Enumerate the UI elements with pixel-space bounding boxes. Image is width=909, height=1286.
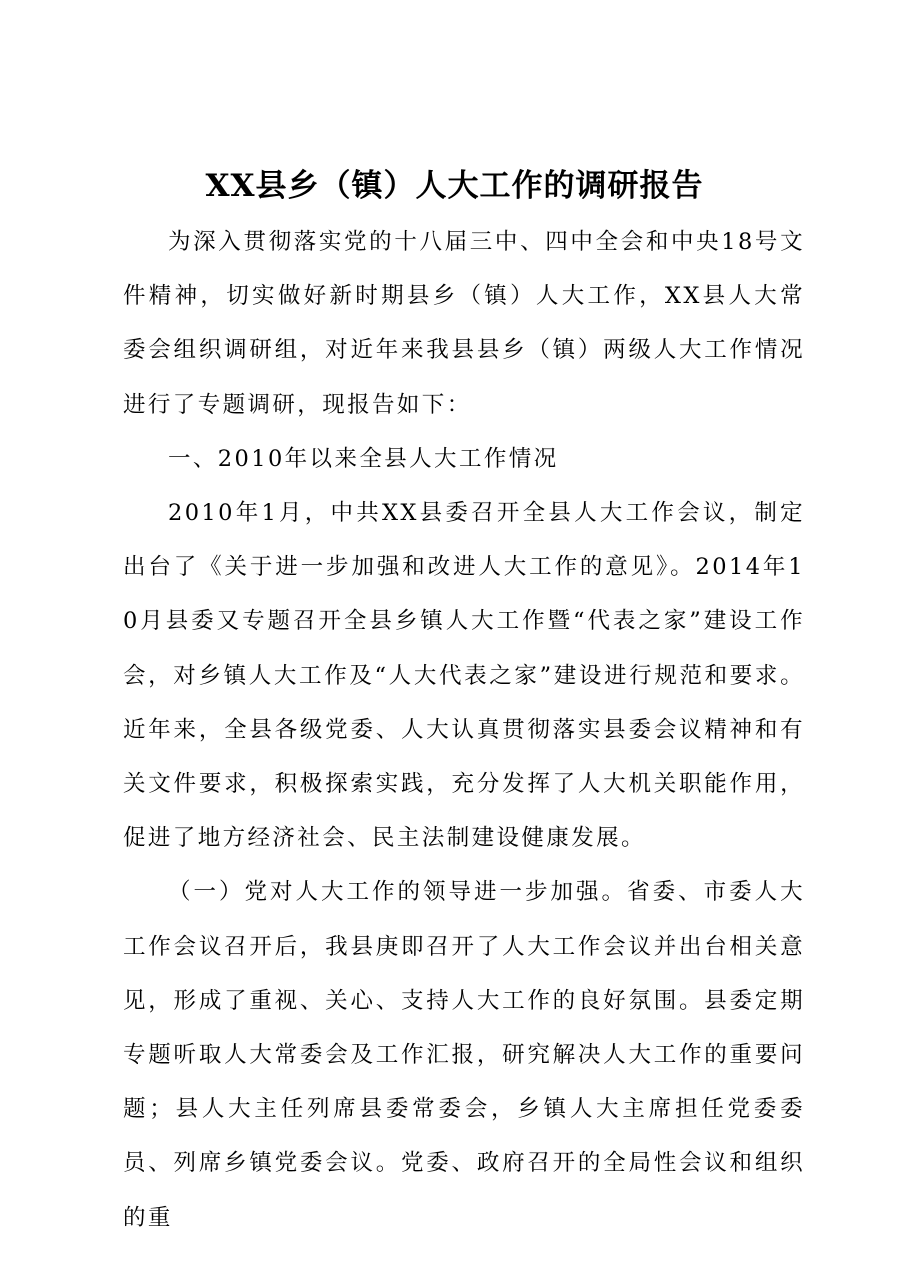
section-heading-1: 一、2010年以来全县人大工作情况 (168, 445, 559, 472)
paragraph-party-leadership: （一）党对人大工作的领导进一步加强。省委、市委人大工作会议召开后，我县庚即召开了人大工作会议并出台相关意见，形成了重视、关心、支持人大工作的良好氛围。县委定期专题听取人大常委会及工作汇报，研究解决人大工作的重要问题；县人大主任列席县委常委会，乡镇人大主席担任党委委员、列席乡镇党委会议。党委、政府召开的全局性会议和组织的重 (123, 879, 805, 1231)
document-body (123, 215, 805, 1245)
paragraph-overview: 2010年1月，中共XX县委召开全县人大工作会议，制定出台了《关于进一步加强和改进人大工作的意见》。2014年10月县委又专题召开全县乡镇人大工作暨“代表之家”建设工作会，对乡镇人大工作及“人大代表之家”建设进行规范和要求。近年来，全县各级党委、人大认真贯彻落实县委会议精神和有关文件要求，积极探索实践，充分发挥了人大机关职能作用，促进了地方经济社会、民主法制建设健康发展。 (123, 500, 805, 852)
paragraph-intro: 为深入贯彻落实党的十八届三中、四中全会和中央18号文件精神，切实做好新时期县乡（镇）人大工作，XX县人大常委会组织调研组，对近年来我县县乡（镇）两级人大工作情况进行了专题调研，现报告如下： (123, 229, 805, 418)
document-title: XX县乡（镇）人大工作的调研报告 (205, 168, 704, 204)
